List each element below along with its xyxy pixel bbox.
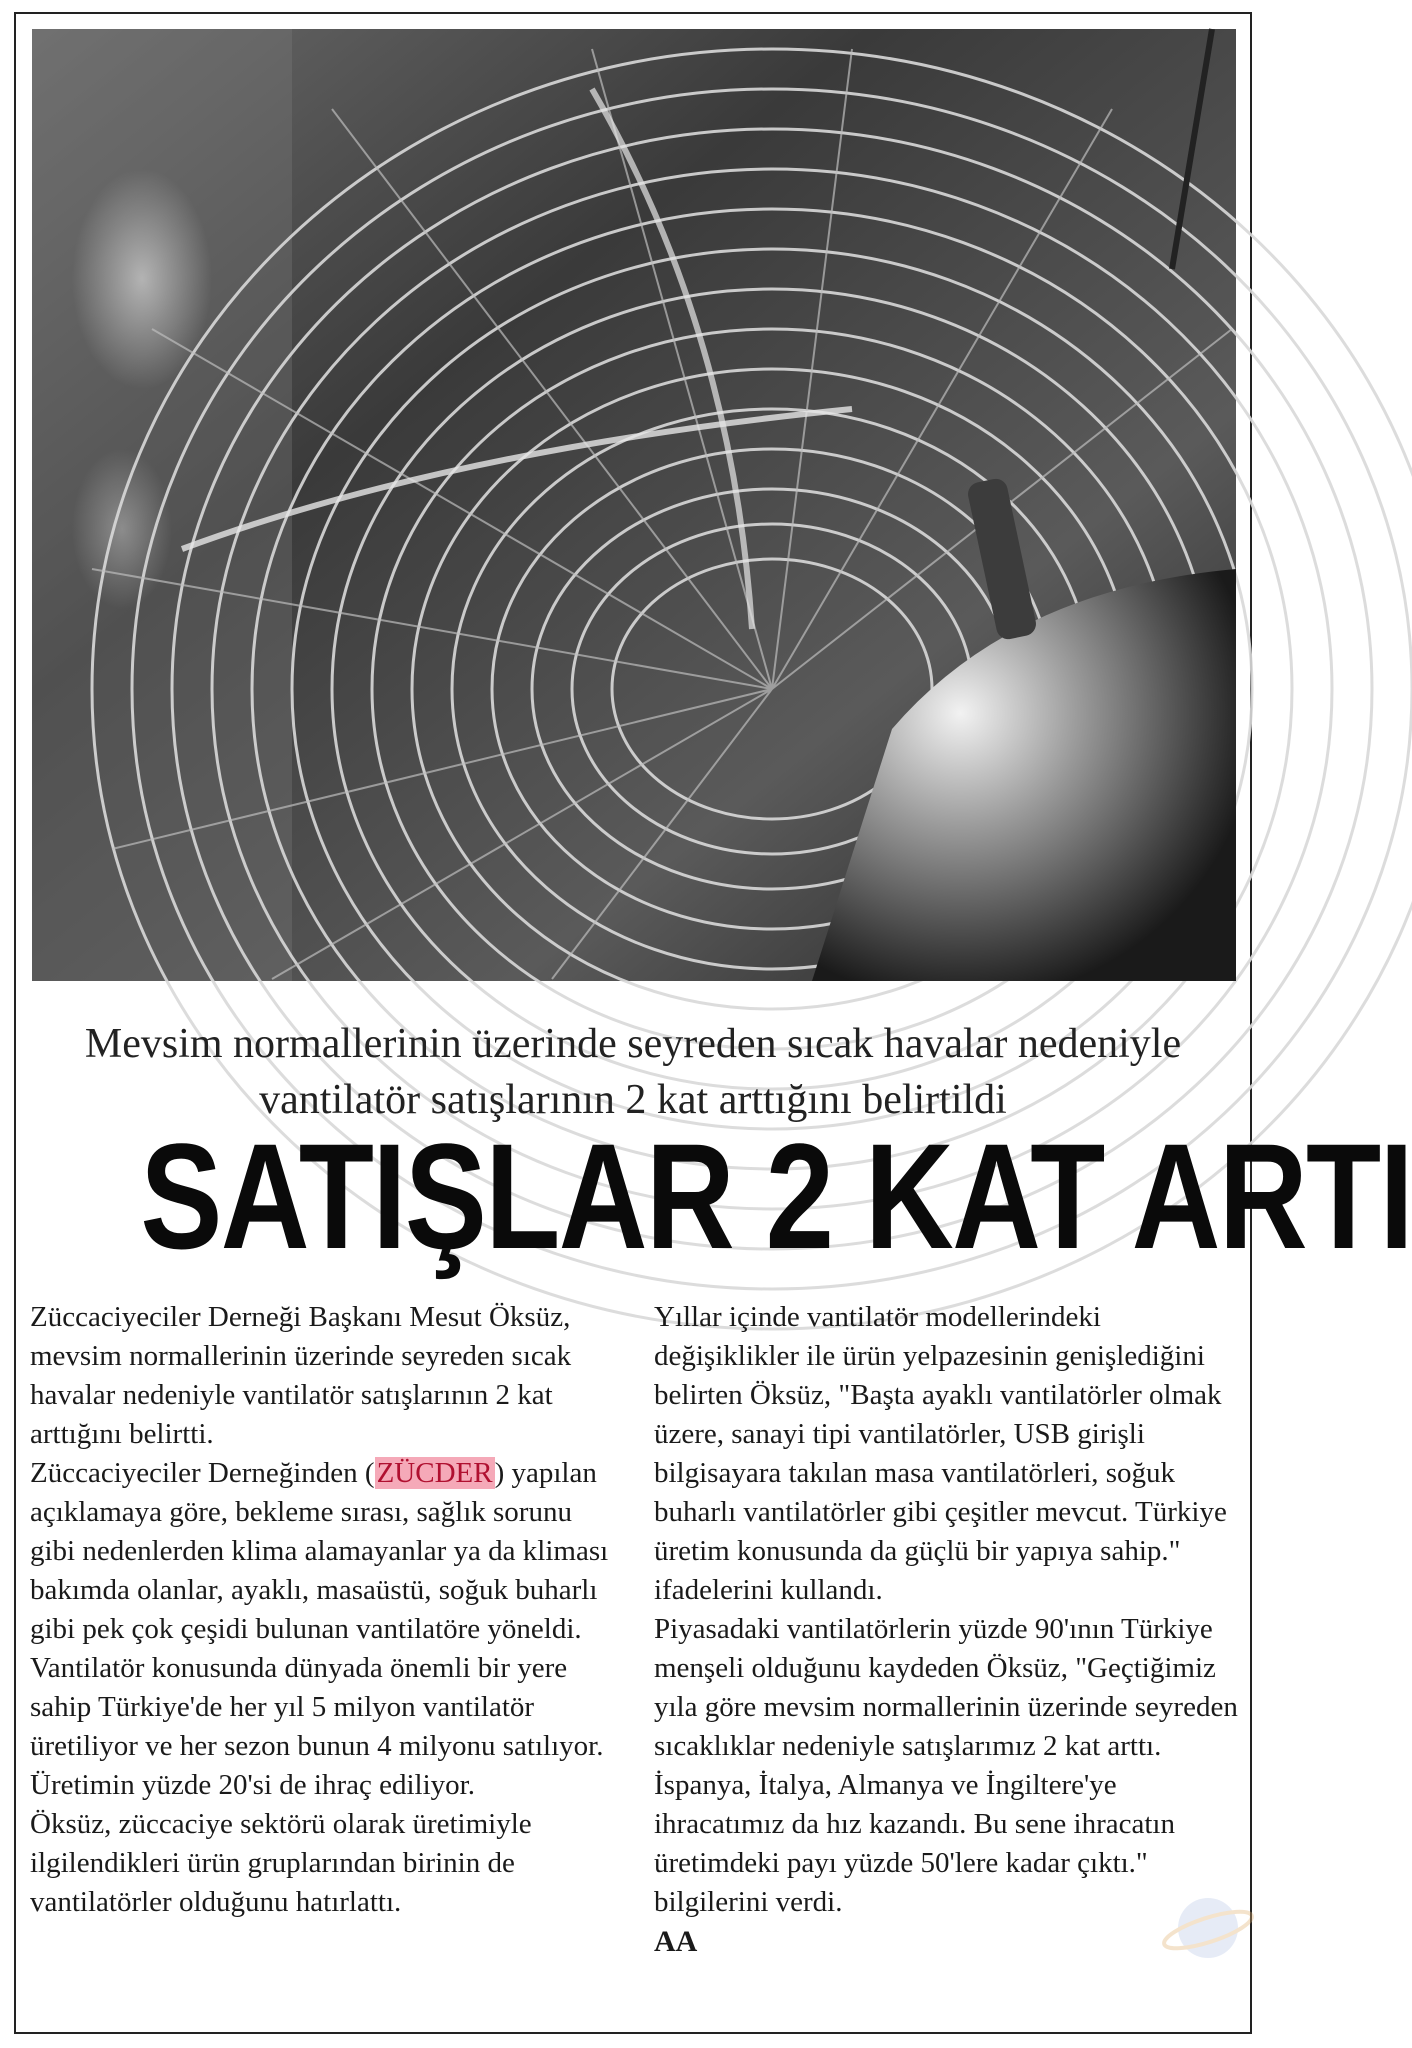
byline: AA: [654, 1925, 698, 1958]
left-paragraph-1: Züccaciyeciler Derneği Başkanı Mesut Öksüz, mevsim normallerinin üzerinde seyreden sıcak havalar nedeniyle vantilatör satışlarının 2 kat arttığını belirtti.: [30, 1301, 572, 1450]
left-paragraph-2-start: Züccaciyeciler Derneğinden (: [30, 1457, 375, 1489]
planet-watermark-icon: [1160, 1880, 1256, 1976]
deck-line-2: vantilatör satışlarının 2 kat arttığını belirtildi: [259, 1077, 1007, 1123]
article-headline: SATIŞLAR 2 KAT ARTI: [140, 1112, 1412, 1280]
left-paragraph-2: [30, 1454, 610, 1649]
zucder-highlight: ZÜCDER: [376, 1457, 493, 1489]
right-paragraph-1: Yıllar içinde vantilatör modellerindeki değişiklikler ile ürün yelpazesinin genişlediğini belirten Öksüz, "Başta ayaklı vantilatörler olmak üzere, sanayi tipi vantilatörler, USB girişli bilgisayara takılan masa vantilatörleri, soğuk buharlı vantilatörler gibi çeşitler mevcut. Türkiye üretim konusunda da güçlü bir yapıya sahip." ifadelerini kullandı.: [654, 1301, 1227, 1606]
left-paragraph-2-end: ) yapılan açıklamaya göre, bekleme sırası, sağlık sorunu gibi nedenlerden klima alamayanlar ya da kliması bakımda olanlar, ayaklı, masaüstü, soğuk buharlı gibi pek çok çeşidi bulunan vantilatöre yöneldi.: [30, 1457, 609, 1645]
right-paragraph-2: Piyasadaki vantilatörlerin yüzde 90'ının Türkiye menşeli olduğunu kaydeden Öksüz, "Geçtiğimiz yıla göre mevsim normallerinin üzerinde seyreden sıcaklıklar nedeniyle satışlarımız 2 kat arttı. İspanya, İtalya, Almanya ve İngiltere'ye ihracatımız da hız kazandı. Bu sene ihracatın üretimdeki payı yüzde 50'lere kadar çıktı." bilgilerini verdi.: [654, 1613, 1238, 1918]
article-column-left: [30, 1298, 610, 1922]
left-paragraph-3: Vantilatör konusunda dünyada önemli bir yere sahip Türkiye'de her yıl 5 milyon vantilatör üretiliyor ve her sezon bunun 4 milyonu satılıyor. Üretimin yüzde 20'si de ihraç ediliyor.: [30, 1652, 604, 1801]
left-paragraph-4: Öksüz, züccaciye sektörü olarak üretimiyle ilgilendikleri ürün gruplarından birinin de vantilatörler olduğunu hatırlattı.: [30, 1808, 532, 1918]
deck-line-1: Mevsim normallerinin üzerinde seyreden sıcak havalar nedeniyle: [84, 1021, 1182, 1067]
article-column-right: [654, 1298, 1244, 1961]
fan-grille-photo: [32, 29, 1236, 981]
